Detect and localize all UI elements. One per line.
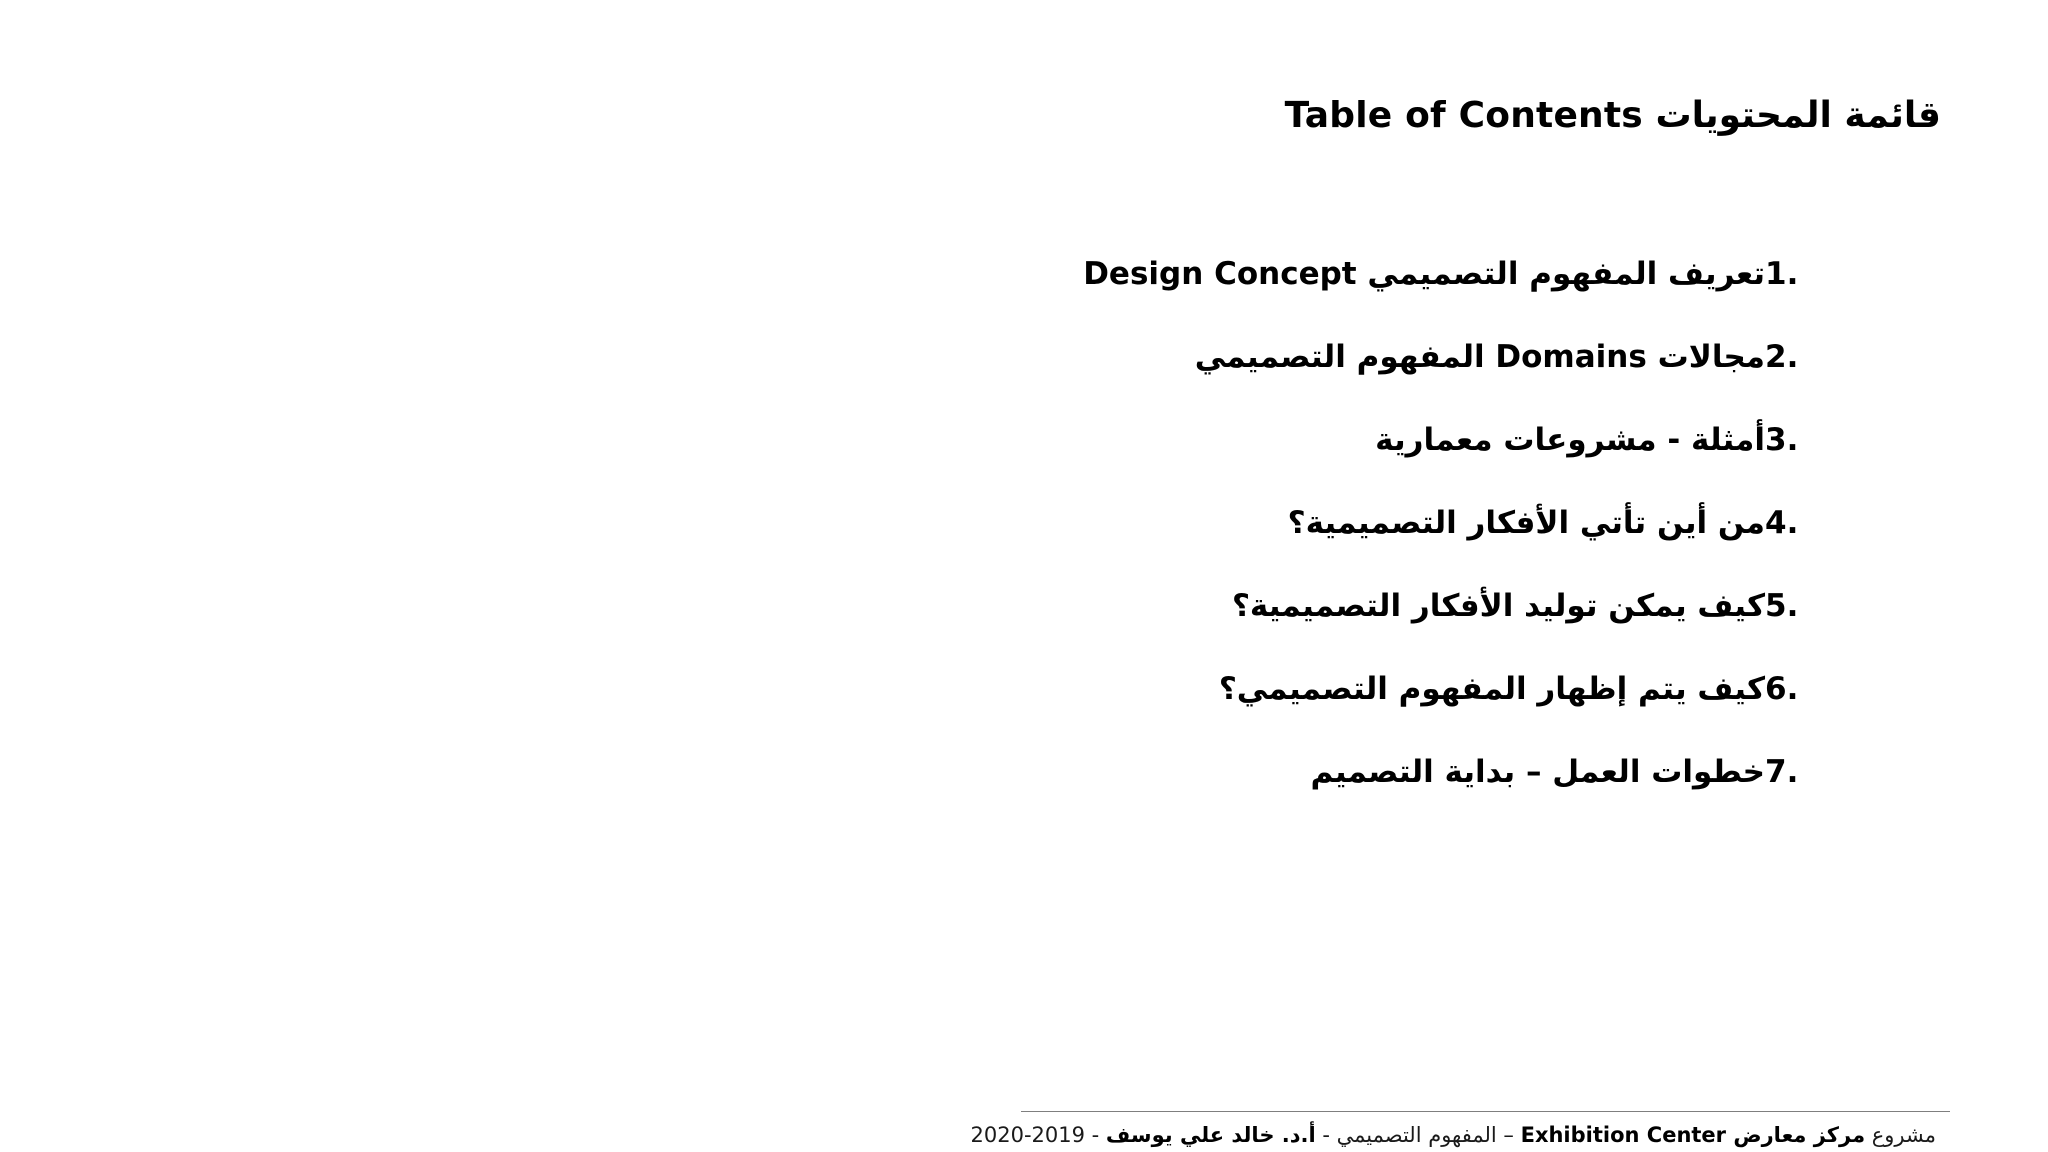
page-title: قائمة المحتويات Table of Contents	[1284, 95, 1941, 136]
footer-topic: – المفهوم التصميمي -	[1315, 1123, 1521, 1147]
toc-item-text: مجالات Domains المفهوم التصميمي	[1194, 338, 1765, 375]
table-of-contents	[1083, 232, 1799, 813]
toc-item-3	[1083, 398, 1799, 481]
footer-project-label: مشروع	[1865, 1123, 1936, 1147]
toc-item-text: من أين تأتي الأفكار التصميمية؟	[1287, 504, 1765, 541]
toc-item-text: خطوات العمل – بداية التصميم	[1310, 753, 1765, 790]
footer-author: أ.د. خالد علي يوسف	[1105, 1123, 1316, 1147]
footer-divider	[1021, 1111, 1950, 1112]
toc-item-6	[1083, 647, 1799, 730]
toc-item-2	[1083, 315, 1799, 398]
footer-year: - 2019-2020	[970, 1123, 1106, 1147]
footer	[971, 1120, 1937, 1150]
toc-item-5	[1083, 564, 1799, 647]
toc-item-number: 1.	[1765, 255, 1799, 292]
toc-item-number: 6.	[1765, 670, 1799, 707]
toc-item-text: كيف يتم إظهار المفهوم التصميمي؟	[1218, 670, 1765, 707]
toc-item-text: تعريف المفهوم التصميمي Design Concept	[1083, 255, 1765, 292]
toc-item-number: 2.	[1765, 338, 1799, 375]
toc-item-7	[1083, 730, 1799, 813]
toc-item-text: كيف يمكن توليد الأفكار التصميمية؟	[1231, 587, 1765, 624]
toc-item-1	[1083, 232, 1799, 315]
toc-item-4	[1083, 481, 1799, 564]
toc-item-number: 4.	[1765, 504, 1799, 541]
toc-item-number: 3.	[1765, 421, 1799, 458]
footer-project-name: مركز معارض Exhibition Center	[1520, 1123, 1866, 1147]
toc-item-number: 7.	[1765, 753, 1799, 790]
toc-item-text: أمثلة - مشروعات معمارية	[1375, 421, 1765, 458]
toc-item-number: 5.	[1765, 587, 1799, 624]
